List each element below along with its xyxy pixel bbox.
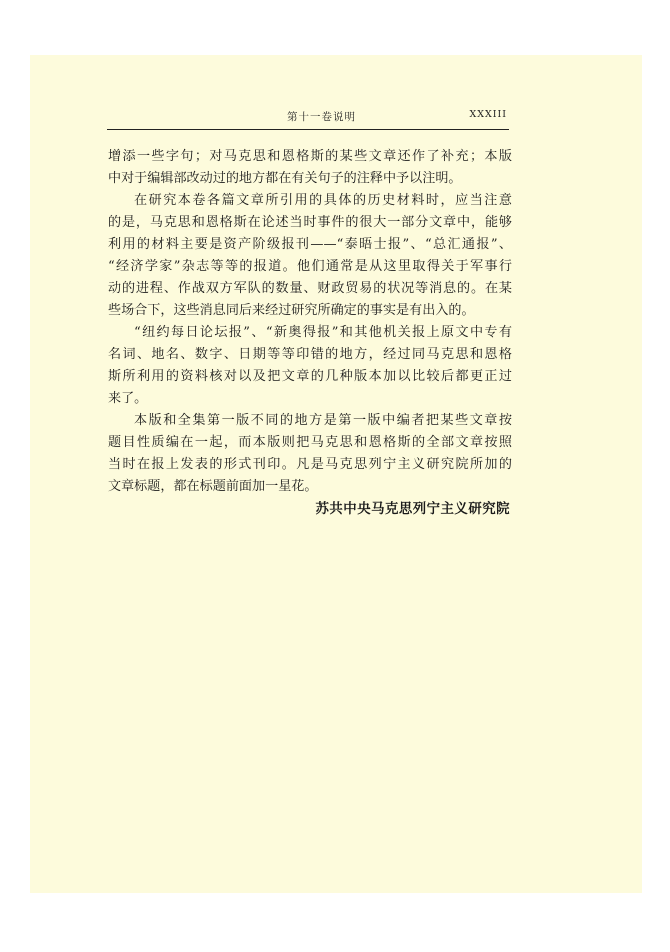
- text-line: 当时在报上发表的形式刊印。凡是马克思列宁主义研究院所加的: [108, 457, 512, 472]
- text-line: 本版和全集第一版不同的地方是第一版中编者把某些文章按: [134, 413, 512, 428]
- header-title: 第十一卷说明: [287, 111, 356, 123]
- running-header: [107, 107, 509, 130]
- text-line: 的是，马克思和恩格斯在论述当时事件的很大一部分文章中，能够: [108, 215, 512, 230]
- signature: 苏共中央马克思列宁主义研究院: [315, 502, 510, 517]
- page-number: XXXIII: [469, 109, 507, 120]
- text-line: “经济学家”杂志等等的报道。他们通常是从这里取得关于军事行: [108, 259, 512, 274]
- body-text: [108, 146, 512, 522]
- text-line: 来了。: [108, 391, 148, 406]
- text-line: 题目性质编在一起，而本版则把马克思和恩格斯的全部文章按照: [108, 435, 512, 450]
- text-line: 增添一些字句；对马克思和恩格斯的某些文章还作了补充；本版: [108, 149, 512, 164]
- text-lines: [108, 146, 512, 498]
- text-line: 些场合下，这些消息同后来经过研究所确定的事实是有出入的。: [108, 303, 475, 318]
- text-line: 文章标题，都在标题前面加一星花。: [108, 479, 318, 494]
- text-line: 名词、地名、数字、日期等等印错的地方，经过同马克思和恩格: [108, 347, 512, 362]
- text-line: 在研究本卷各篇文章所引用的具体的历史材料时，应当注意: [134, 193, 512, 208]
- text-line: 中对于编辑部改动过的地方都在有关句子的注释中予以注明。: [108, 171, 462, 186]
- text-line: 动的进程、作战双方军队的数量、财政贸易的状况等消息的。在某: [108, 281, 512, 296]
- text-line: “纽约每日论坛报”、“新奥得报”和其他机关报上原文中专有: [134, 325, 512, 340]
- text-line: 利用的材料主要是资产阶级报刊——“泰晤士报”、“总汇通报”、: [108, 237, 512, 252]
- text-line: 斯所利用的资料核对以及把文章的几种版本加以比较后都更正过: [108, 369, 512, 384]
